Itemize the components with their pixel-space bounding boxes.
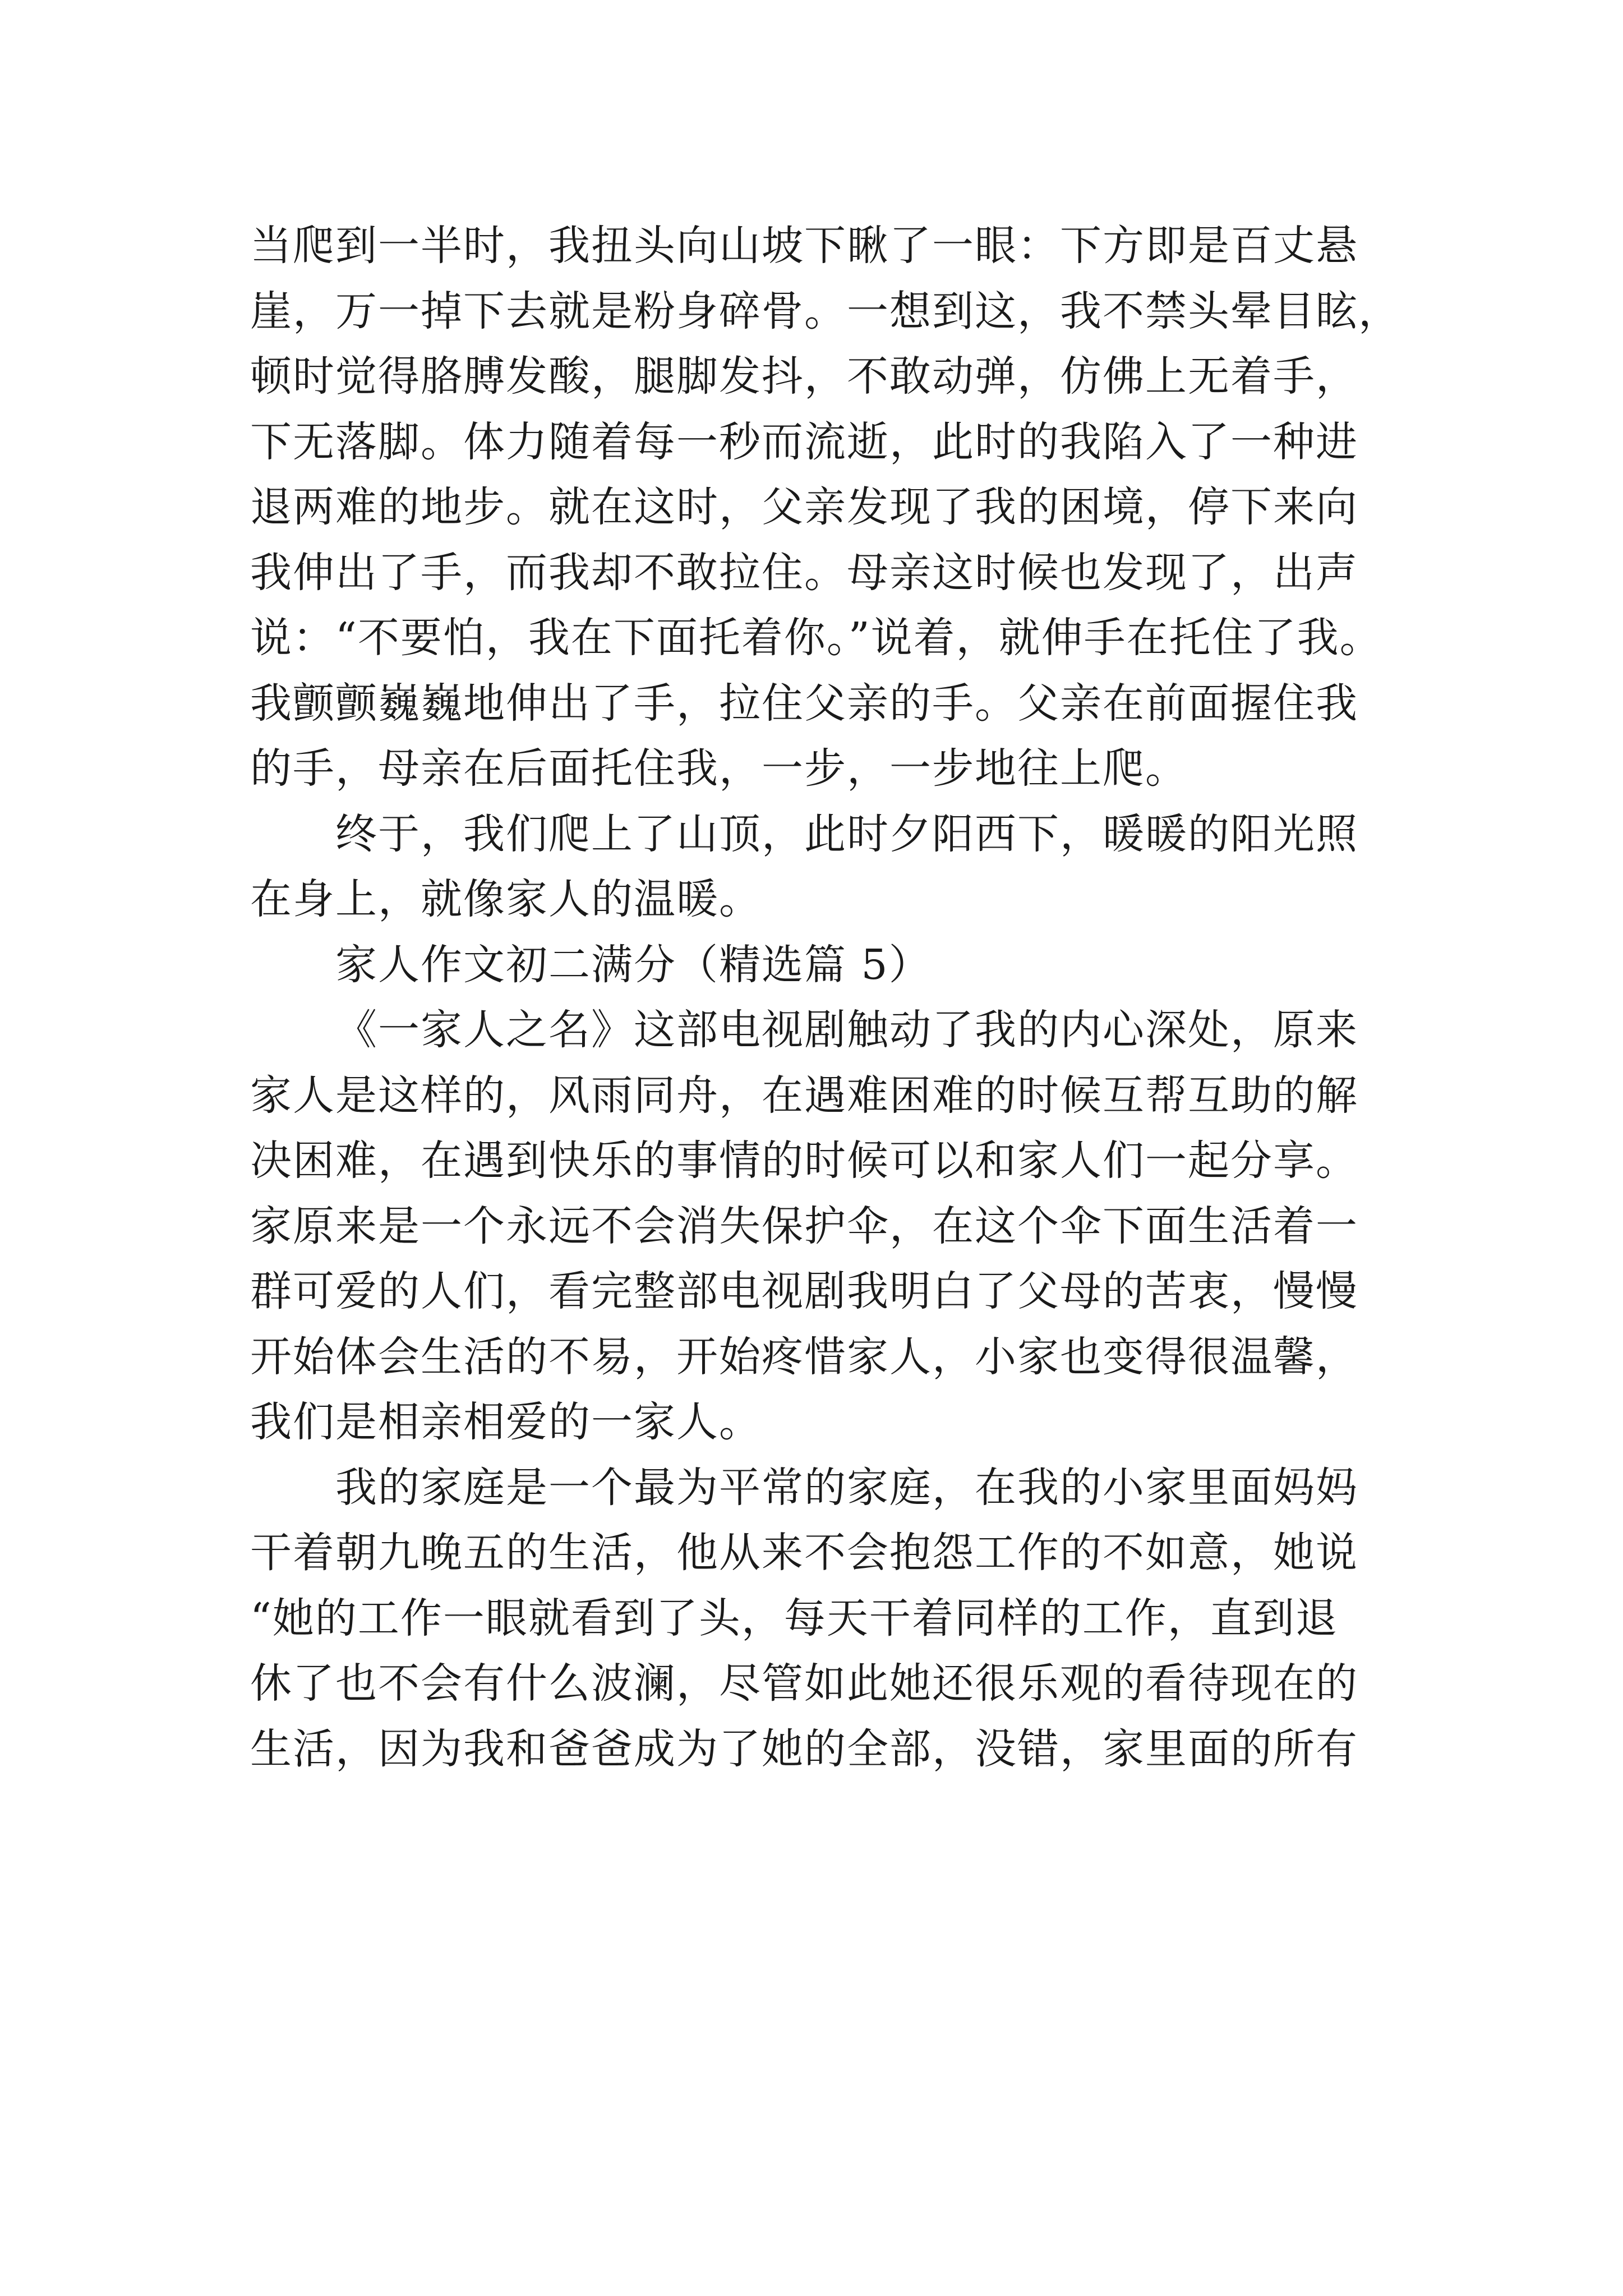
text-line: 生活，因为我和爸爸成为了她的全部，没错，家里面的所有 [250,1724,1358,1773]
text-line: 开始体会生活的不易，开始疼惜家人，小家也变得很温馨， [250,1332,1358,1381]
text-line: 终于，我们爬上了山顶，此时夕阳西下，暖暖的阳光照 [335,809,1358,858]
text-line: 我的家庭是一个最为平常的家庭，在我的小家里面妈妈 [335,1463,1358,1512]
text-line: 决困难，在遇到快乐的事情的时候可以和家人们一起分享。 [250,1137,1358,1185]
text-line: 家原来是一个永远不会消失保护伞，在这个伞下面生活着一 [250,1202,1358,1250]
text-line: “她的工作一眼就看到了头，每天干着同样的工作，直到退 [250,1594,1338,1642]
text-line: 崖，万一掉下去就是粉身碎骨。一想到这，我不禁头晕目眩， [250,287,1401,335]
text-line: 干着朝九晚五的生活，他从来不会抱怨工作的不如意，她说 [250,1529,1358,1577]
text-line: 当爬到一半时，我扭头向山坡下瞅了一眼：下方即是百丈悬 [250,222,1358,270]
text-line: 家人是这样的，风雨同舟，在遇难困难的时候互帮互助的解 [250,1071,1358,1120]
text-line: 我伸出了手，而我却不敢拉住。母亲这时候也发现了，出声 [250,548,1358,597]
text-line: 群可爱的人们，看完整部电视剧我明白了父母的苦衷，慢慢 [250,1267,1358,1315]
text-line: 的手，母亲在后面托住我，一步，一步地往上爬。 [250,744,1188,793]
text-line: 休了也不会有什么波澜，尽管如此她还很乐观的看待现在的 [250,1659,1358,1708]
text-line: 顿时觉得胳膊发酸，腿脚发抖，不敢动弹，仿佛上无着手， [250,352,1358,401]
text-line: 退两难的地步。就在这时，父亲发现了我的困境，停下来向 [250,483,1358,531]
text-line: 我们是相亲相爱的一家人。 [250,1398,762,1446]
body-text [250,213,1401,1782]
text-line: 说：“不要怕，我在下面托着你。”说着，就伸手在托住了我。 [250,614,1382,662]
text-line: 我颤颤巍巍地伸出了手，拉住父亲的手。父亲在前面握住我 [250,679,1358,728]
text-line: 家人作文初二满分（精选篇 5） [335,940,932,989]
text-line: 下无落脚。体力随着每一秒而流逝，此时的我陷入了一种进 [250,417,1358,466]
text-line: 在身上，就像家人的温暖。 [250,875,762,923]
text-line: 《一家人之名》这部电视剧触动了我的内心深处，原来 [335,1006,1358,1054]
